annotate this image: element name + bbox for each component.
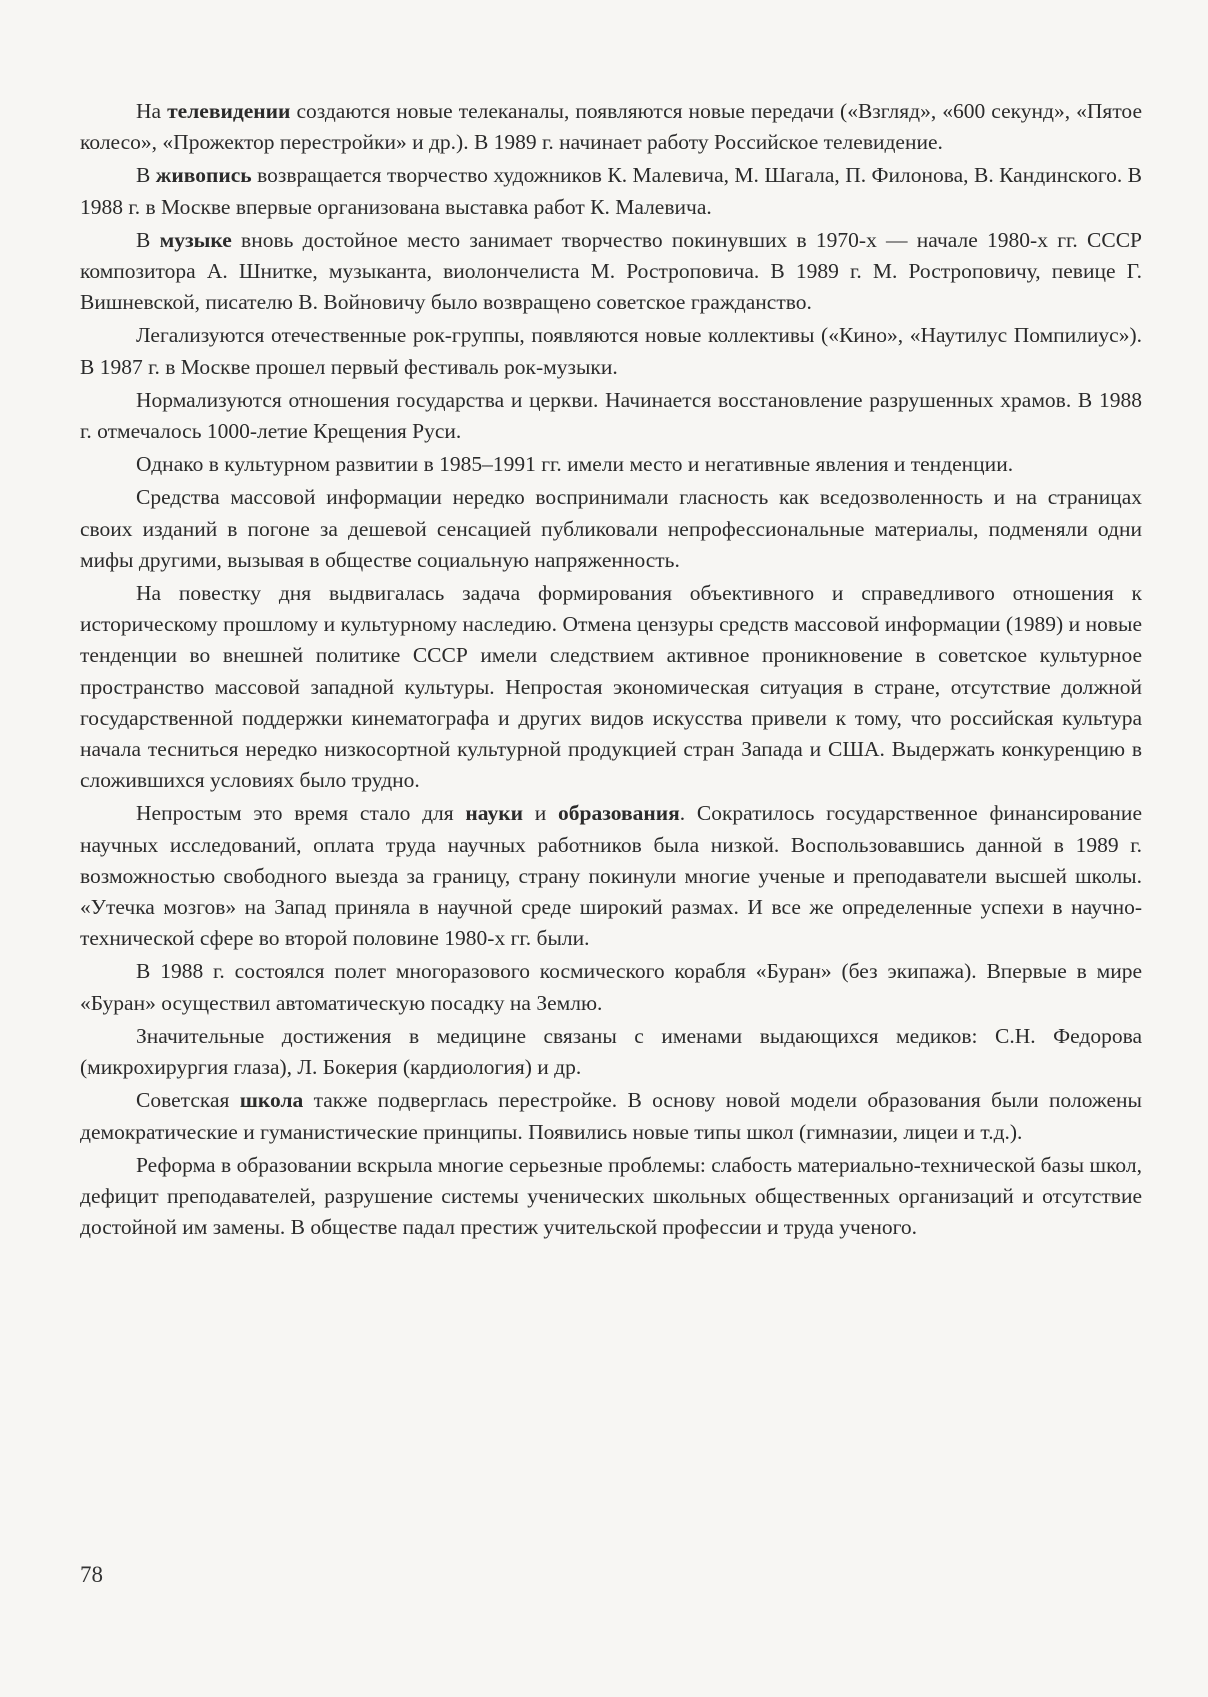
text-run: В bbox=[136, 227, 160, 252]
bold-term: телевидении bbox=[167, 99, 291, 123]
text-run: . Сократилось государственное финансирование научных исследований, оплата труда научных работников была низкой. Воспользовавшись данной в 1989 г. возможностью свободного выезда за границу, страну покинули многие ученые и преподаватели высшей школы. «Утечка мозгов» на Запад приняла в научной среде широкий размах. И все же определенные успехи в научно-технической сфере во второй половине 1980-х гг. были. bbox=[80, 801, 1142, 951]
bold-term: музыке bbox=[159, 227, 232, 252]
text-run: возвращается творчество художников К. Малевича, М. Шагала, П. Филонова, В. Кандинского. В 1988 г. в Москве впервые организована выставка работ К. Малевича. bbox=[80, 163, 1143, 219]
text-run: На повестку дня выдвигалась задача формирования объективного и справедливого отношения к историческому прошлому и культурному наследию. Отмена цензуры средств массовой информации (1989) и новые тенденции во внешней политике СССР имели следствием активное проникновение в советское культурное пространство массовой западной культуры. Непростая экономическая ситуация в стране, отсутствие должной государственной поддержки кинематографа и других видов искусства привели к тому, что российская культура начала тесниться нередко низкосортной культурной продукцией стран Запада и США. Выдержать конкуренцию в сложившихся условиях было трудно. bbox=[80, 581, 1142, 793]
text-run: создаются новые телеканалы, появляются новые передачи («Взгляд», «600 секунд», «Пятое колесо», «Прожектор перестройки» и др.). В 1989 г. начинает работу Российское телевидение. bbox=[80, 99, 1142, 155]
text-run: Средства массовой информации нередко воспринимали гласность как вседозволенность и на страницах своих изданий в погоне за дешевой сенсацией публиковали непрофессиональные материалы, подменяли одни мифы другими, вызывая в обществе социальную напряженность. bbox=[80, 485, 1142, 572]
bold-term: живопись bbox=[155, 163, 252, 188]
text-run: Однако в культурном развитии в 1985–1991 гг. имели место и негативные явления и тенденции. bbox=[136, 452, 1014, 477]
text-run: Реформа в образовании вскрыла многие серьезные проблемы: слабость материально-технической базы школ, дефицит преподавателей, разрушение системы ученических школьных общественных организаций и отсутствие достойной им замены. В обществе падал престиж учительской профессии и труда ученого. bbox=[80, 1152, 1142, 1240]
paragraph bbox=[80, 225, 1142, 319]
body-text bbox=[80, 96, 1142, 1245]
text-run: В 1988 г. состоялся полет многоразового космического корабля «Буран» (без экипажа). Впервые в мире «Буран» осуществил автоматическую посадку на Землю. bbox=[80, 959, 1142, 1015]
bold-term: школа bbox=[239, 1088, 304, 1113]
paragraph bbox=[80, 482, 1142, 576]
paragraph bbox=[80, 320, 1142, 382]
paragraph bbox=[80, 1085, 1142, 1147]
text-run: На bbox=[136, 99, 168, 123]
paragraph bbox=[80, 160, 1142, 222]
text-run: В bbox=[136, 163, 156, 188]
text-run: Нормализуются отношения государства и церкви. Начинается восстановление разрушенных храмов. В 1988 г. отмечалось 1000-летие Крещения Руси. bbox=[80, 387, 1142, 444]
text-run: вновь достойное место занимает творчество покинувших в 1970-х — начале 1980-х гг. СССР композитора А. Шнитке, музыканта, виолончелиста М. Ростроповича. В 1989 г. М. Ростроповичу, певице Г. Вишневской, писателю В. Войновичу было возвращено советское гражданство. bbox=[80, 227, 1142, 315]
text-run: также подверглась перестройке. В основу новой модели образования были положены демократические и гуманистические принципы. Появились новые типы школ (гимназии, лицеи и т.д.). bbox=[80, 1088, 1142, 1144]
bold-term: науки bbox=[465, 801, 523, 826]
paragraph bbox=[80, 96, 1142, 158]
paragraph bbox=[80, 385, 1142, 447]
paragraph bbox=[80, 798, 1142, 954]
paragraph bbox=[80, 449, 1142, 480]
text-run: Значительные достижения в медицине связаны с именами выдающихся медиков: С.Н. Федорова (микрохирургия глаза), Л. Бокерия (кардиология) и др. bbox=[80, 1023, 1142, 1080]
text-run: Непростым это время стало для bbox=[136, 801, 466, 826]
text-run: и bbox=[523, 801, 559, 826]
page-number: 78 bbox=[80, 1562, 103, 1587]
text-run: Легализуются отечественные рок-группы, появляются новые коллективы («Кино», «Наутилус Помпилиус»). В 1987 г. в Москве прошел первый фестиваль рок-музыки. bbox=[80, 323, 1142, 379]
paragraph bbox=[80, 956, 1142, 1018]
bold-term: образования bbox=[558, 801, 680, 826]
paragraph bbox=[80, 578, 1142, 796]
text-run: Советская bbox=[136, 1088, 240, 1113]
paragraph bbox=[80, 1021, 1142, 1083]
paragraph bbox=[80, 1150, 1142, 1244]
